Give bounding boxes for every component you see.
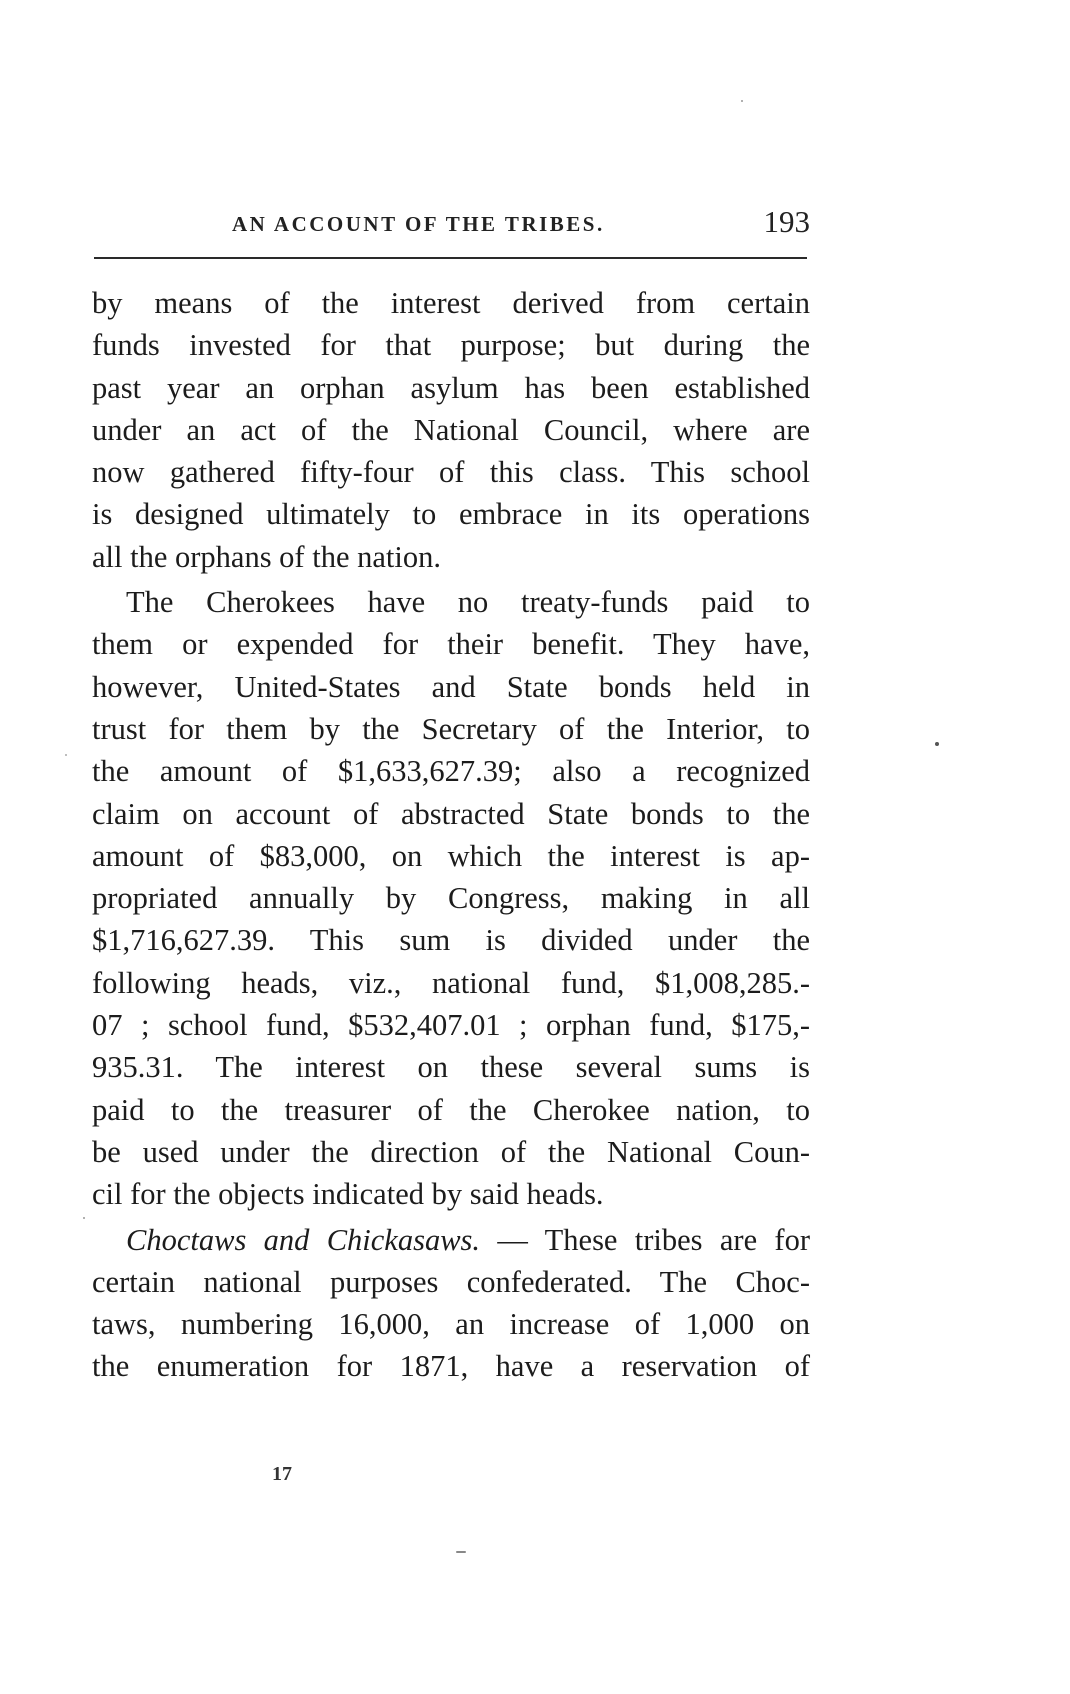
text-line: certain national purposes confederated. The Choc- — [92, 1264, 810, 1299]
page-number: 193 — [763, 204, 810, 239]
text-line: trust for them by the Secretary of the Interior, to — [92, 711, 810, 746]
running-title: AN ACCOUNT OF THE TRIBES. — [232, 212, 605, 236]
text-line: is designed ultimately to embrace in its operations — [92, 497, 810, 532]
section-heading: Choctaws and Chickasaws. — [126, 1222, 481, 1257]
text-run: — These tribes are for — [480, 1222, 810, 1257]
text-line: funds invested for that purpose; but during the — [92, 328, 810, 363]
text-line: them or expended for their benefit. They have, — [92, 627, 810, 662]
body-text — [92, 282, 810, 1388]
print-speck — [65, 754, 67, 756]
print-speck — [456, 1551, 466, 1553]
text-line: past year an orphan asylum has been established — [92, 370, 810, 405]
text-line: now gathered fifty-four of this class. This school — [92, 455, 810, 490]
print-speck — [741, 100, 743, 102]
text-line — [92, 1219, 810, 1261]
text-line: cil for the objects indicated by said heads. — [92, 1177, 604, 1212]
paragraph-1 — [92, 282, 810, 578]
signature-mark: 17 — [272, 1463, 292, 1485]
text-line: by means of the interest derived from certain — [92, 286, 810, 320]
text-line: amount of $83,000, on which the interest is ap- — [92, 838, 810, 873]
text-line: however, United-States and State bonds held in — [92, 669, 810, 704]
text-line: claim on account of abstracted State bonds to the — [92, 796, 810, 831]
header-rule — [94, 257, 807, 259]
text-line: The Cherokees have no treaty-funds paid to — [126, 585, 810, 620]
text-line: 935.31. The interest on these several sums is — [92, 1050, 810, 1085]
text-line: all the orphans of the nation. — [92, 539, 441, 574]
running-head — [92, 204, 810, 248]
text-line: the amount of $1,633,627.39; also a recognized — [92, 754, 810, 789]
print-speck — [935, 742, 939, 746]
text-line: under an act of the National Council, where are — [92, 412, 810, 447]
text-line: propriated annually by Congress, making in all — [92, 881, 810, 916]
text-line: $1,716,627.39. This sum is divided under the — [92, 923, 810, 958]
text-line: taws, numbering 16,000, an increase of 1,000 on — [92, 1307, 810, 1342]
text-line: paid to the treasurer of the Cherokee nation, to — [92, 1092, 810, 1127]
text-line: be used under the direction of the National Coun- — [92, 1134, 810, 1169]
text-line: 07 ; school fund, $532,407.01 ; orphan fund, $175,- — [92, 1008, 810, 1043]
text-line: the enumeration for 1871, have a reservation of — [92, 1349, 810, 1384]
print-speck — [83, 1217, 85, 1219]
paragraph-3 — [92, 1219, 810, 1388]
text-line: following heads, viz., national fund, $1,008,285.- — [92, 965, 810, 1000]
paragraph-2 — [92, 581, 810, 1215]
